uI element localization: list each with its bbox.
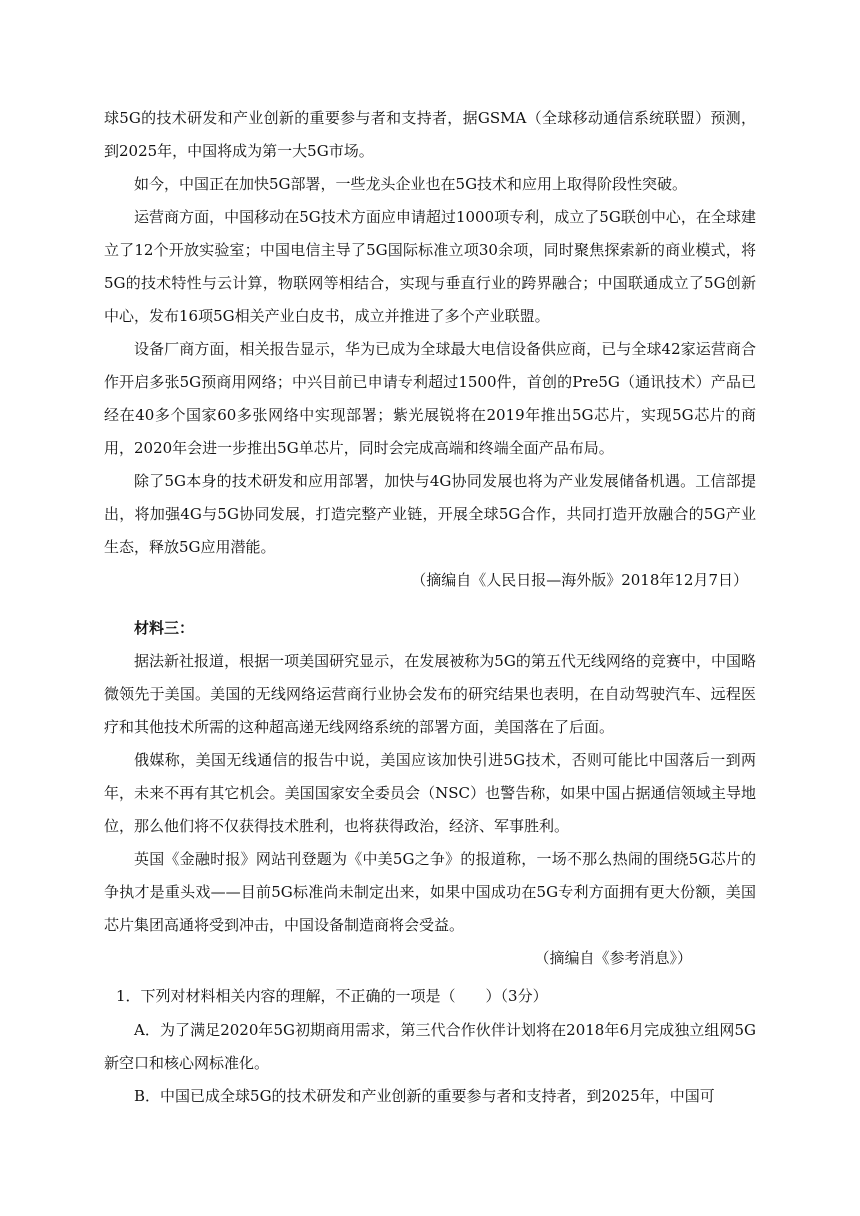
paragraph-afp-report: 据法新社报道，根据一项美国研究显示，在发展被称为5G的第五代无线网络的竞赛中，中国略微领先于美国。美国的无线网络运营商行业协会发布的研究结果也表明，在自动驾驶汽车、远程医疗和其他技术所需的这种超高递无线网络系统的部署方面，美国落在了后面。	[104, 652, 756, 736]
paragraph-russian-media: 俄媒称，美国无线通信的报告中说，美国应该加快引进5G技术，否则可能比中国落后一到两年，未来不再有其它机会。美国国家安全委员会（NSC）也警告称，如果中国占据通信领域主导地位，那么他们将不仅获得技术胜利，也将获得政治，经济、军事胜利。	[104, 751, 756, 835]
paragraph-4g-coordination: 除了5G本身的技术研发和应用部署，加快与4G协同发展也将为产业发展储备机遇。工信部提出，将加强4G与5G协同发展，打造完整产业链，开展全球5G合作，共同打造开放融合的5G产业生态，释放5G应用潜能。	[104, 472, 756, 556]
paragraph-financial-times: 英国《金融时报》网站刊登题为《中美5G之争》的报道称，一场不那么热闹的围绕5G芯片的争执才是重头戏——目前5G标准尚未制定出来，如果中国成功在5G专利方面拥有更大份额，美国芯片集团高通将受到冲击，中国设备制造商将会受益。	[104, 850, 756, 934]
source-citation-material-2: （摘编自《人民日报—海外版》2018年12月7日）	[411, 571, 748, 589]
paragraph-equipment-makers: 设备厂商方面，相关报告显示，华为已成为全球最大电信设备供应商，已与全球42家运营商合作开启多张5G预商用网络；中兴目前已申请专利超过1500件，首创的Pre5G（通讯技术）产品已经在40多个国家60多张网络中实现部署；紫光展锐将在2019年推出5G芯片，实现5G芯片的商用，2020年会进一步推出5G单芯片，同时会完成高端和终端全面产品布局。	[104, 340, 756, 457]
option-b: B．中国已成全球5G的技术研发和产业创新的重要参与者和支持者，到2025年，中国可	[134, 1087, 715, 1105]
paragraph-operators: 运营商方面，中国移动在5G技术方面应申请超过1000项专利，成立了5G联创中心，在全球建立了12个开放实验室；中国电信主导了5G国际标准立项30余项，同时聚焦探索新的商业模式，将5G的技术特性与云计算，物联网等相结合，实现与垂直行业的跨界融合；中国联通成立了5G创新中心，发布16项5G相关产业白皮书，成立并推进了多个产业联盟。	[104, 208, 756, 325]
paragraph-china-deployment: 如今，中国正在加快5G部署，一些龙头企业也在5G技术和应用上取得阶段性突破。	[134, 175, 688, 193]
question-1-title: 1．下列对材料相关内容的理解，不正确的一项是（ ）（3分）	[116, 987, 548, 1005]
material-3-heading: 材料三：	[134, 619, 195, 637]
source-citation-material-3: （摘编自《参考消息》）	[534, 949, 692, 967]
paragraph-gsma-forecast: 球5G的技术研发和产业创新的重要参与者和支持者，据GSMA（全球移动通信系统联盟）预测，到2025年，中国将成为第一大5G市场。	[104, 109, 756, 160]
option-a: A．为了满足2020年5G初期商用需求，第三代合作伙伴计划将在2018年6月完成独立组网5G新空口和核心网标准化。	[104, 1021, 756, 1072]
